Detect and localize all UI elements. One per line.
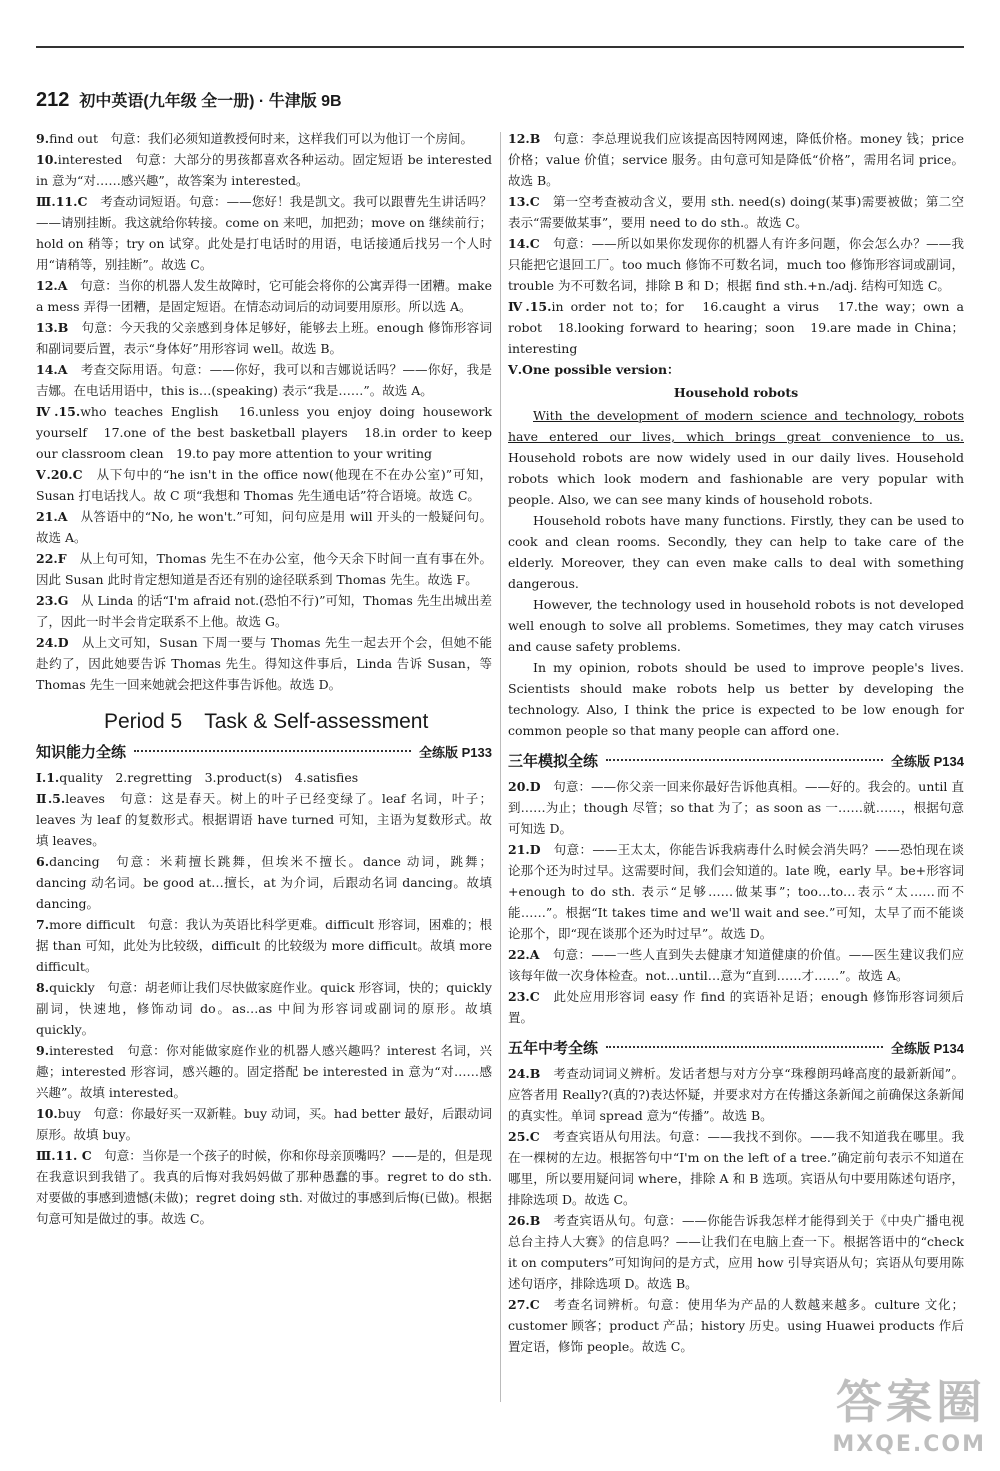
answer-item	[508, 1210, 964, 1294]
answer-item	[508, 296, 964, 359]
section-heading-three-year	[508, 751, 964, 772]
answer-item	[508, 191, 964, 233]
answer-text: quickly 句意：胡老师让我们尽快做家庭作业。quick 形容词，快的；quickly 副词，快速地，修饰动词 do。as…as 中间为形容词或副词的原形。故填 quickly。	[36, 980, 492, 1037]
top-rule	[36, 46, 964, 48]
answer-number: 6.	[36, 854, 50, 869]
watermark-logo	[832, 1366, 986, 1457]
answer-text: dancing 句意：米莉擅长跳舞，但埃米不擅长。dance 动词，跳舞；dancing 动名词。be good at…擅长，at 为介词，后跟动名词 dancing。故填 dancing。	[36, 854, 492, 911]
answer-item	[508, 1294, 964, 1357]
answer-text: in order not to；for 16.caught a virus 17.the way；own a robot 18.looking forward to hearing；soon 19.are made in China；interesting	[508, 299, 964, 356]
answer-item	[36, 1040, 492, 1103]
answer-number: 22.F	[36, 551, 67, 566]
book-title: 初中英语(九年级 全一册) · 牛津版 9B	[79, 93, 342, 110]
answer-text: 考查名词辨析。句意：使用华为产品的人数越来越多。culture 文化；customer 顾客；product 产品；history 历史。using Huawei products 作后置定语，修饰 people。故选 C。	[508, 1297, 964, 1354]
answer-text: 从答语中的“No, he won't.”可知，问句应是用 will 开头的一般疑问句。故选 A。	[36, 509, 492, 545]
answer-text: 句意：——一些人直到失去健康才知道健康的价值。——医生建议我们应该每年做一次身体检查。not…until…意为“直到……才……”。故选 A。	[508, 947, 964, 983]
section-heading-knowledge	[36, 742, 492, 763]
answer-number: 12.B	[508, 131, 541, 146]
answer-item	[508, 1126, 964, 1210]
answer-number: Ⅲ.11. C	[36, 1148, 92, 1163]
answer-item	[36, 590, 492, 632]
answer-number: 25.C	[508, 1129, 540, 1144]
answer-number: Ⅴ.20.C	[36, 467, 83, 482]
answer-item	[36, 977, 492, 1040]
page-header	[36, 88, 342, 112]
answer-text: who teaches English 16.unless you enjoy doing housework yourself 17.one of the best basketball players 18.in order to keep our classroom clean 19.to pay more attention to your writing	[36, 404, 492, 461]
answer-text: more difficult 句意：我认为英语比科学更难。difficult 形容词，困难的；根据 than 可知，此处为比较级，difficult 的比较级为 more difficult。故填 more difficult。	[36, 917, 492, 974]
answer-number: Ⅱ.5.	[36, 791, 66, 806]
answer-item	[508, 944, 964, 986]
answer-item	[36, 275, 492, 317]
left-column	[36, 128, 492, 1229]
page-number: 212	[36, 89, 70, 111]
answer-text: 第一空考查被动含义，要用 sth. need(s) doing(某事)需要被做；第二空表示“需要做某事”，要用 need to do sth.。故选 C。	[508, 194, 964, 230]
answer-text: 从下句中的“he isn't in the office now(他现在不在办公室)”可知，Susan 打电话找人。故 C 项“我想和 Thomas 先生通电话”符合语境。故选 C。	[36, 467, 493, 503]
answer-number: 13.B	[36, 320, 69, 335]
answer-item	[36, 767, 492, 788]
answer-text: 此处应用形容词 easy 作 find 的宾语补足语；enough 修饰形容词须后置。	[508, 989, 964, 1025]
section-page-ref: 全练版 P133	[419, 745, 492, 760]
dotted-leader	[606, 1046, 883, 1048]
answer-text: interested 句意：大部分的男孩都喜欢各种运动。固定短语 be interested in 意为“对……感兴趣”，故答案为 interested。	[36, 152, 492, 188]
answer-number: Ⅳ.15.	[36, 404, 81, 419]
answer-text: quality 2.regretting 3.product(s) 4.satisfies	[59, 770, 359, 785]
period-topic: Task & Self-assessment	[204, 710, 429, 733]
watermark-text: 答案圈	[836, 1375, 986, 1429]
answer-text: 句意：当你的机器人发生故障时，它可能会将你的公寓弄得一团糟。make a mess 弄得一团糟，是固定短语。在情态动词后的动词要用原形。所以选 A。	[36, 278, 492, 314]
answer-number: 23.G	[36, 593, 69, 608]
answer-item	[36, 401, 492, 464]
section-page-ref: 全练版 P134	[891, 1041, 964, 1056]
answer-text: 从上句可知，Thomas 先生不在办公室，他今天余下时间一直有事在外。因此 Susan 此时肯定想知道是否还有别的途径联系到 Thomas 先生。故选 F。	[36, 551, 492, 587]
answer-number: Ⅳ.15.	[508, 299, 552, 314]
watermark-url: MXQE.COM	[832, 1432, 986, 1457]
essay-paragraph	[508, 405, 964, 510]
section-name: 知识能力全练	[36, 743, 127, 761]
answer-item	[508, 1063, 964, 1126]
answer-number: 10.	[36, 1106, 58, 1121]
essay-underlined-sentence: With the development of modern science and technology, robots have entered our lives, which brings great convenience to us.	[508, 408, 964, 444]
answer-number: Ⅰ.1.	[36, 770, 60, 785]
answer-text: find out 句意：我们必须知道教授何时来，这样我们可以为他订一个房间。	[49, 131, 474, 146]
answer-item	[36, 632, 492, 695]
essay-paragraph: In my opinion, robots should be used to improve people's lives. Scientists should make robots help us better by developing the technology. Also, I think the price is expected to be low enough for common people so that many people can afford one.	[508, 660, 964, 738]
answer-text: 从上文可知，Susan 下周一要与 Thomas 先生一起去开个会，但她不能赴约了，因此她要告诉 Thomas 先生。得知这件事后，Linda 告诉 Susan，等 Thomas 先生一回来她就会把这件事告诉他。故选 D。	[36, 635, 492, 692]
dotted-leader	[134, 750, 411, 752]
period-title	[36, 711, 492, 732]
answer-item	[36, 149, 492, 191]
answer-text: 句意：李总理说我们应该提高因特网网速，降低价格。money 钱；price 价格；value 价值；service 服务。由句意可知是降低“价格”，需用名词 price。故选 B。	[508, 131, 964, 188]
answer-item	[36, 788, 492, 851]
answer-number: 13.C	[508, 194, 540, 209]
answer-text: leaves 句意：这是春天。树上的叶子已经变绿了。leaf 名词，叶子；leaves 为 leaf 的复数形式。根据谓语 have turned 可知，主语为复数形式。故填 leaves。	[36, 791, 492, 848]
answer-number: 24.D	[36, 635, 69, 650]
answer-item	[36, 506, 492, 548]
section-name: 五年中考全练	[508, 1039, 599, 1057]
answer-number: 21.A	[36, 509, 68, 524]
answer-number: 12.A	[36, 278, 68, 293]
answer-text: buy 句意：你最好买一双新鞋。buy 动词，买。had better 最好，后跟动词原形。故填 buy。	[36, 1106, 492, 1142]
answer-number: 9.	[36, 131, 50, 146]
answer-item	[36, 191, 492, 275]
answer-number: 22.A	[508, 947, 540, 962]
answer-number: 26.B	[508, 1213, 541, 1228]
answer-text: 考查动词短语。句意：——您好！我是凯文。我可以跟曹先生讲话吗？——请别挂断。我这就给你转接。come on 来吧，加把劲；move on 继续前行；hold on 稍等；try on 试穿。此处是打电话时的用语，电话接通后找另一个人时用“请稍等，别挂断”。故选 C。	[36, 194, 492, 272]
answer-number: 8.	[36, 980, 50, 995]
essay-paragraph: However, the technology used in household robots is not developed well enough to solve all problems. Sometimes, they may catch viruses and cause safety problems.	[508, 597, 964, 654]
answer-number: 14.C	[508, 236, 540, 251]
answer-item	[36, 851, 492, 914]
answer-item	[36, 317, 492, 359]
answer-item	[36, 914, 492, 977]
answer-list-before	[36, 128, 492, 695]
answer-number: Ⅲ.11.C	[36, 194, 88, 209]
answer-text: 句意：今天我的父亲感到身体足够好，能够去上班。enough 修饰形容词和副词要后置，表示“身体好”用形容词 well。故选 B。	[36, 320, 492, 356]
answer-number: 14.A	[36, 362, 68, 377]
answer-text: 句意：当你是一个孩子的时候，你和你母亲顶嘴吗？——是的，但是现在我意识到我错了。我真的后悔对我妈妈做了那种愚蠢的事。regret to do sth. 对要做的事感到遗憾(未做)；regret doing sth. 对做过的事感到后悔(已做)。根据句意可知是做过的事。故选 C。	[36, 1148, 492, 1226]
answer-text: 考查宾语从句用法。句意：——我找不到你。——我不知道我在哪里。我在一棵树的左边。根据答句中“I'm on the left of a tree.”确定前句表示不知道在哪里，所以要用疑问词 where，排除 A 和 B 选项。宾语从句中要用陈述句语序，排除选项 D。故选 C。	[508, 1129, 964, 1207]
answer-item	[36, 1103, 492, 1145]
answer-text: 句意：——你父亲一回来你最好告诉他真相。——好的。我会的。until 直到……为止；though 尽管；so that 为了；as soon as 一……就……，根据句意可知选 D。	[508, 779, 964, 836]
answer-list-before	[508, 128, 964, 359]
answer-text: 考查宾语从句。句意：——你能告诉我怎样才能得到关于《中央广播电视总台主持人大赛》的信息吗？——让我们在电脑上查一下。根据答语中的“check it on computers”可知询问的是方式，应用 how 引导宾语从句；宾语从句要用陈述句语序，排除选项 D。故选 B。	[508, 1213, 964, 1291]
answer-text: 考查动词词义辨析。发话者想与对方分享“珠穆朗玛峰高度的最新新闻”。应答者用 Really?(真的?)表达怀疑，并要求对方在传播这条新闻之前确保这条新闻的真实性。单词 spread 意为“传播”。故选 B。	[508, 1066, 964, 1123]
section-name: 三年模拟全练	[508, 752, 599, 770]
right-column	[508, 128, 964, 1357]
answer-item	[36, 1145, 492, 1229]
answer-item	[508, 233, 964, 296]
answer-item	[36, 128, 492, 149]
column-divider	[500, 132, 501, 1402]
answer-number: 9.	[36, 1043, 50, 1058]
answer-number: 27.C	[508, 1297, 540, 1312]
essay-title: Household robots	[673, 385, 799, 400]
answer-number: 24.B	[508, 1066, 541, 1081]
answer-item	[36, 464, 492, 506]
section-heading-five-year	[508, 1038, 964, 1059]
answer-number: 23.C	[508, 989, 540, 1004]
answer-item	[36, 548, 492, 590]
answer-list-after	[36, 767, 492, 1229]
answer-item	[508, 776, 964, 839]
answer-item	[508, 986, 964, 1028]
version-label: Ⅴ.One possible version：	[508, 362, 680, 377]
essay-paragraph: Household robots have many functions. Firstly, they can be used to cook and clean rooms. Secondly, they can help to take care of the elderly. Moreover, they can even make calls to deal with something dangerous.	[508, 513, 964, 591]
answer-item	[508, 128, 964, 191]
answer-number: 7.	[36, 917, 50, 932]
answer-text: 句意：——所以如果你发现你的机器人有许多问题，你会怎么办？——我只能把它退回工厂。too much 修饰不可数名词，much too 修饰形容词或副词，trouble 为不可数名词，排除 B 和 D；根据 find sth.+n./adj. 结构可知选 C。	[508, 236, 964, 293]
period-number: Period 5	[104, 710, 183, 733]
answer-list-after	[508, 1063, 964, 1357]
answer-text: 从 Linda 的话“I'm afraid not.(恐怕不行)”可知，Thomas 先生出城出差了，因此一时半会肯定联系不上他。故选 G。	[36, 593, 492, 629]
answer-text: interested 句意：你对能做家庭作业的机器人感兴趣吗？interest 名词，兴趣；interested 形容词，感兴趣的。固定搭配 be interested in 意为“对……感兴趣”。故填 interested。	[36, 1043, 492, 1100]
answer-number: 20.D	[508, 779, 541, 794]
answer-number: 21.D	[508, 842, 541, 857]
answer-list-mid	[508, 776, 964, 1028]
section-page-ref: 全练版 P134	[891, 754, 964, 769]
answer-item	[36, 359, 492, 401]
dotted-leader	[606, 759, 883, 761]
essay-paragraph-rest: Household robots are now widely used in our daily lives. Household robots which look modern and fashionable are very popular with people. Also, we can see many kinds of household robots.	[508, 450, 964, 507]
answer-item	[508, 839, 964, 944]
answer-text: 考查交际用语。句意：——你好，我可以和吉娜说话吗？——你好，我是吉娜。在电话用语中，this is…(speaking) 表示“我是……”。故选 A。	[36, 362, 492, 398]
answer-number: 10.	[36, 152, 58, 167]
answer-text: 句意：——王太太，你能告诉我病毒什么时候会消失吗？——恐怕现在谈论那个还为时过早。这需要时间，我们会知道的。late 晚，early 早。be+形容词+enough to do sth. 表示“足够……做某事”；too…to…表示“太……而不能……”。根据“It takes time and we'll wait and see.”可知，太早了而不能谈论那个，即“现在谈那个还为时过早”。故选 D。	[508, 842, 964, 941]
